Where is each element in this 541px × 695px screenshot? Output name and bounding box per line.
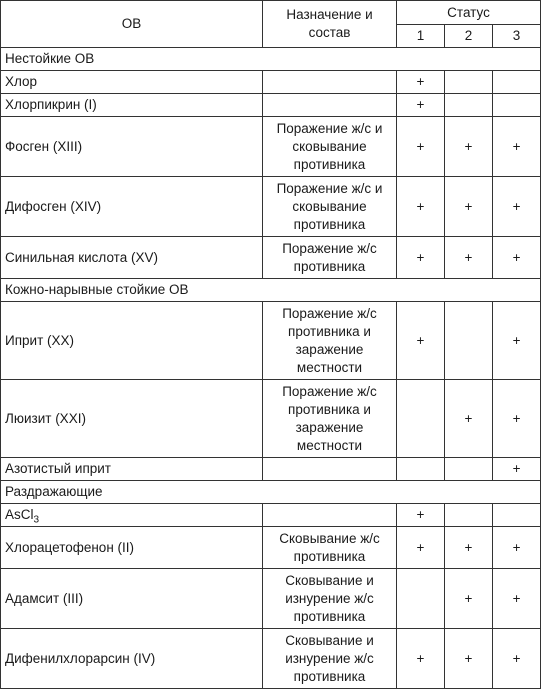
header-status-1: 1 xyxy=(397,25,445,48)
status-1-mark: + xyxy=(397,237,445,279)
table-row xyxy=(1,94,541,117)
section-label: Кожно-нарывные стойкие ОВ xyxy=(1,279,541,302)
agent-name: Синильная кислота (XV) xyxy=(1,237,263,279)
table-row xyxy=(1,629,541,689)
status-3-mark: + xyxy=(493,237,541,279)
status-3-mark xyxy=(493,71,541,94)
agent-name: Хлорпикрин (I) xyxy=(1,94,263,117)
status-2-mark xyxy=(445,94,493,117)
table-row xyxy=(1,569,541,629)
status-3-mark: + xyxy=(493,629,541,689)
status-2-mark xyxy=(445,71,493,94)
status-1-mark: + xyxy=(397,527,445,569)
table-body xyxy=(1,48,541,689)
status-3-mark: + xyxy=(493,117,541,177)
section-label: Нестойкие ОВ xyxy=(1,48,541,71)
agent-purpose: Сковывание и изнурение ж/с противника xyxy=(263,569,397,629)
table-row xyxy=(1,458,541,481)
table-row xyxy=(1,380,541,458)
section-label: Раздражающие xyxy=(1,481,541,504)
status-3-mark xyxy=(493,504,541,527)
status-1-mark: + xyxy=(397,94,445,117)
section-row xyxy=(1,48,541,71)
header-status-3: 3 xyxy=(493,25,541,48)
status-1-mark: + xyxy=(397,117,445,177)
status-2-mark: + xyxy=(445,629,493,689)
status-1-mark: + xyxy=(397,177,445,237)
status-1-mark: + xyxy=(397,629,445,689)
agent-purpose xyxy=(263,504,397,527)
agent-name xyxy=(1,504,263,527)
status-3-mark: + xyxy=(493,527,541,569)
status-1-mark: + xyxy=(397,71,445,94)
header-purpose: Назначение и состав xyxy=(263,1,397,48)
header-agent: ОВ xyxy=(1,1,263,48)
header-status-2: 2 xyxy=(445,25,493,48)
agent-purpose: Сковывание ж/с противника xyxy=(263,527,397,569)
agent-purpose: Поражение ж/с противника и заражение местности xyxy=(263,380,397,458)
table-row xyxy=(1,237,541,279)
status-2-mark: + xyxy=(445,117,493,177)
status-2-mark: + xyxy=(445,177,493,237)
agent-purpose: Поражение ж/с противника и заражение местности xyxy=(263,302,397,380)
table-row xyxy=(1,527,541,569)
status-3-mark: + xyxy=(493,177,541,237)
agent-name: Дифосген (XIV) xyxy=(1,177,263,237)
status-1-mark: + xyxy=(397,504,445,527)
agent-name: Адамсит (III) xyxy=(1,569,263,629)
agent-name: Фосген (XIII) xyxy=(1,117,263,177)
agent-purpose: Сковывание и изнурение ж/с противника xyxy=(263,629,397,689)
status-3-mark: + xyxy=(493,569,541,629)
agent-purpose: Поражение ж/с противника xyxy=(263,237,397,279)
header-status: Статус xyxy=(397,1,541,25)
agent-purpose: Поражение ж/с и сковывание противника xyxy=(263,117,397,177)
section-row xyxy=(1,481,541,504)
table-row xyxy=(1,504,541,527)
status-1-mark xyxy=(397,458,445,481)
status-2-mark: + xyxy=(445,380,493,458)
agent-name: Дифенилхлорарсин (IV) xyxy=(1,629,263,689)
table-row xyxy=(1,71,541,94)
agent-name: Азотистый иприт xyxy=(1,458,263,481)
status-1-mark xyxy=(397,380,445,458)
status-1-mark: + xyxy=(397,302,445,380)
agent-name: Хлорацетофенон (II) xyxy=(1,527,263,569)
status-1-mark xyxy=(397,569,445,629)
status-2-mark xyxy=(445,504,493,527)
status-2-mark: + xyxy=(445,527,493,569)
agent-purpose xyxy=(263,94,397,117)
agent-name-subscript: 3 xyxy=(33,514,40,526)
agent-purpose: Поражение ж/с и сковывание противника xyxy=(263,177,397,237)
status-2-mark xyxy=(445,302,493,380)
table-row xyxy=(1,177,541,237)
table-row xyxy=(1,302,541,380)
table-row xyxy=(1,117,541,177)
status-2-mark xyxy=(445,458,493,481)
agent-name-main: AsCl xyxy=(5,507,34,522)
agent-name: Люизит (XXI) xyxy=(1,380,263,458)
agent-purpose xyxy=(263,71,397,94)
status-3-mark: + xyxy=(493,458,541,481)
agent-purpose xyxy=(263,458,397,481)
status-3-mark: + xyxy=(493,302,541,380)
status-2-mark: + xyxy=(445,569,493,629)
agent-name: Иприт (XX) xyxy=(1,302,263,380)
status-3-mark: + xyxy=(493,380,541,458)
agent-name: Хлор xyxy=(1,71,263,94)
section-row xyxy=(1,279,541,302)
status-2-mark: + xyxy=(445,237,493,279)
status-3-mark xyxy=(493,94,541,117)
